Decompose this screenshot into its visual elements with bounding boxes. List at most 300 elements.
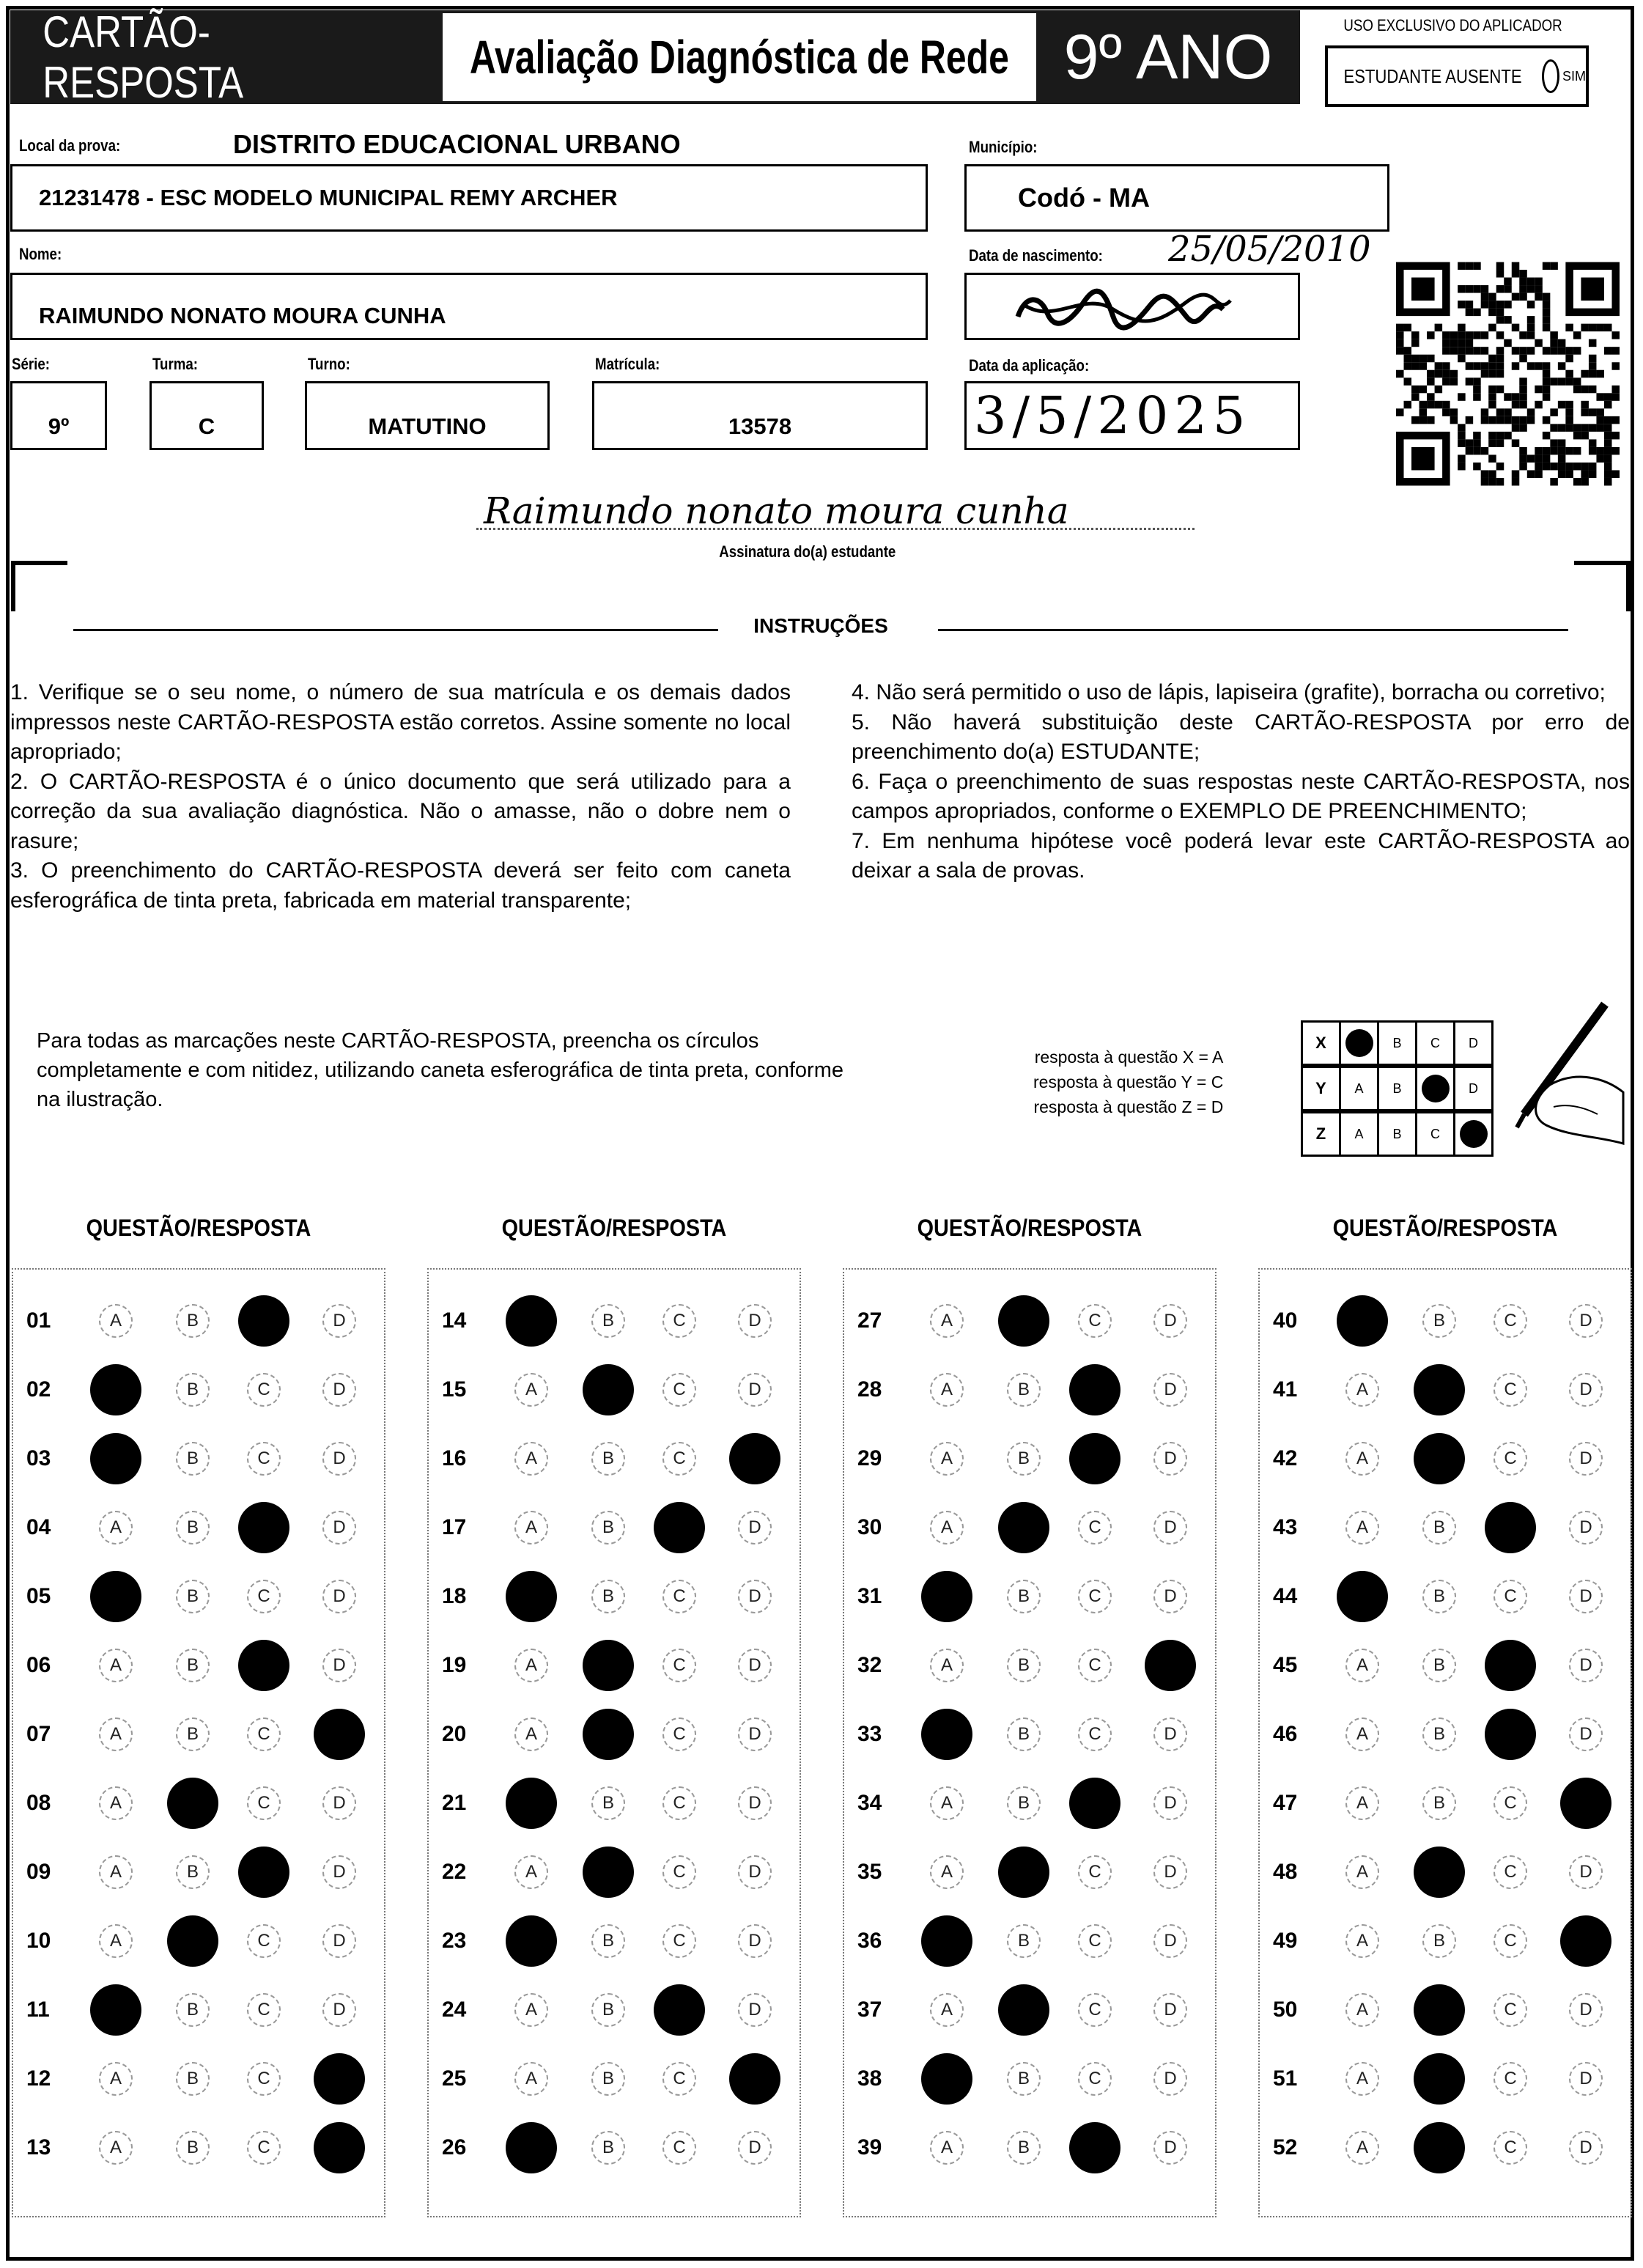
answer-bubble[interactable]: D — [322, 1649, 356, 1682]
question-number: 16 — [442, 1446, 467, 1470]
qr-finder-module — [1581, 278, 1604, 301]
answer-bubble[interactable]: C — [1494, 1442, 1527, 1476]
qr-module — [1573, 447, 1581, 455]
answer-bubble-filled[interactable] — [506, 1778, 557, 1829]
answer-bubble[interactable]: B — [591, 1442, 625, 1476]
answer-bubble[interactable]: A — [1345, 1511, 1379, 1544]
answer-bubble[interactable]: B — [1007, 1373, 1041, 1407]
answer-bubble-filled[interactable] — [583, 1847, 634, 1898]
answer-bubble-filled[interactable] — [921, 2053, 972, 2105]
answer-bubble[interactable]: B — [1007, 1786, 1041, 1820]
answer-bubble[interactable]: B — [591, 1511, 625, 1544]
answer-bubble-filled[interactable] — [1069, 1433, 1120, 1484]
answer-bubble[interactable]: D — [1569, 1993, 1603, 2027]
answer-bubble[interactable]: C — [247, 2131, 281, 2165]
answer-bubble[interactable]: D — [1153, 1855, 1187, 1889]
answer-bubble[interactable]: B — [176, 2131, 210, 2165]
answer-bubble[interactable]: D — [1569, 2131, 1603, 2165]
qr-module — [1543, 362, 1551, 370]
qr-module — [1488, 478, 1496, 486]
answer-bubble-filled[interactable] — [1069, 1364, 1120, 1415]
answer-bubble[interactable]: C — [662, 1924, 696, 1958]
answer-bubble[interactable]: A — [514, 1649, 548, 1682]
answer-bubble-filled[interactable] — [1069, 1778, 1120, 1829]
answer-bubble[interactable]: D — [738, 1304, 772, 1338]
aplicacao-handwritten: 3/5/2025 — [974, 386, 1252, 446]
answer-bubble[interactable]: C — [1494, 2062, 1527, 2096]
answer-bubble[interactable]: D — [322, 1924, 356, 1958]
answer-bubble[interactable]: B — [591, 1786, 625, 1820]
answer-row — [429, 1981, 800, 2039]
answer-bubble[interactable]: A — [99, 1855, 133, 1889]
answer-bubble-filled[interactable] — [998, 1295, 1049, 1347]
answer-bubble[interactable]: D — [1569, 1304, 1603, 1338]
answer-bubble[interactable]: D — [1569, 1649, 1603, 1682]
answer-bubble-filled[interactable] — [998, 1502, 1049, 1553]
answer-bubble[interactable]: D — [738, 1649, 772, 1682]
qr-module — [1519, 424, 1527, 432]
answer-bubble[interactable]: B — [176, 1442, 210, 1476]
answer-bubble-filled[interactable] — [1337, 1571, 1388, 1622]
answer-bubble[interactable]: B — [176, 1855, 210, 1889]
qr-module — [1543, 432, 1551, 440]
answer-bubble[interactable]: A — [99, 1304, 133, 1338]
answer-bubble[interactable]: A — [930, 1304, 964, 1338]
qr-module — [1488, 454, 1496, 463]
qr-module — [1604, 416, 1612, 424]
question-number: 34 — [857, 1791, 882, 1815]
answer-bubble[interactable]: B — [176, 1717, 210, 1751]
answer-bubble[interactable]: D — [738, 1924, 772, 1958]
answer-bubble[interactable]: D — [1569, 1442, 1603, 1476]
qr-module — [1442, 370, 1450, 378]
answer-bubble[interactable]: B — [176, 1580, 210, 1613]
grade-title: 9º ANO — [1063, 21, 1273, 92]
answer-bubble[interactable]: C — [662, 2062, 696, 2096]
answer-bubble[interactable]: D — [738, 1786, 772, 1820]
answer-bubble[interactable]: D — [738, 1855, 772, 1889]
answer-bubble[interactable]: B — [591, 1304, 625, 1338]
answer-bubble[interactable]: C — [247, 1993, 281, 2027]
answer-bubble[interactable]: A — [99, 1924, 133, 1958]
answer-bubble[interactable]: A — [1345, 2131, 1379, 2165]
answer-bubble[interactable]: A — [99, 1717, 133, 1751]
answer-bubble[interactable]: C — [662, 1855, 696, 1889]
qr-module — [1519, 347, 1527, 355]
answer-bubble[interactable]: D — [322, 1855, 356, 1889]
answer-column — [427, 1268, 801, 2217]
qr-module — [1473, 447, 1481, 455]
answer-bubble[interactable]: A — [514, 1717, 548, 1751]
answer-bubble[interactable]: D — [738, 1511, 772, 1544]
answer-row — [13, 1705, 384, 1764]
answer-bubble-filled[interactable] — [654, 1502, 705, 1553]
answer-bubble[interactable]: C — [1494, 1580, 1527, 1613]
qr-finder-module — [1411, 278, 1435, 301]
answer-bubble[interactable]: B — [1007, 1717, 1041, 1751]
answer-bubble[interactable]: C — [662, 1373, 696, 1407]
qr-module — [1558, 339, 1566, 347]
answer-bubble-filled[interactable] — [1337, 1295, 1388, 1347]
answer-bubble-filled[interactable] — [314, 2122, 365, 2173]
answer-bubble-filled[interactable] — [921, 1915, 972, 1967]
answer-bubble[interactable]: D — [322, 1511, 356, 1544]
answer-bubble-filled[interactable] — [506, 1571, 557, 1622]
qr-module — [1519, 355, 1527, 363]
answer-bubble[interactable]: B — [1007, 2131, 1041, 2165]
answer-bubble[interactable]: A — [514, 1993, 548, 2027]
answer-bubble-filled[interactable] — [998, 1847, 1049, 1898]
answer-bubble[interactable]: D — [738, 1580, 772, 1613]
answer-bubble[interactable]: B — [591, 2062, 625, 2096]
answer-row — [13, 1774, 384, 1833]
answer-bubble[interactable]: B — [176, 1649, 210, 1682]
qr-module — [1604, 347, 1612, 355]
answer-bubble[interactable]: A — [930, 1786, 964, 1820]
answer-bubble[interactable]: D — [322, 1993, 356, 2027]
qr-module — [1550, 262, 1558, 270]
answer-bubble[interactable]: C — [1078, 1993, 1112, 2027]
answer-bubble[interactable]: C — [1494, 1786, 1527, 1820]
answer-bubble[interactable]: A — [99, 1649, 133, 1682]
qr-module — [1596, 454, 1604, 463]
answer-bubble[interactable]: A — [1345, 1649, 1379, 1682]
answer-bubble[interactable]: C — [1494, 1304, 1527, 1338]
answer-bubble[interactable]: D — [1569, 1717, 1603, 1751]
answer-bubble[interactable]: D — [1153, 2131, 1187, 2165]
qr-module — [1481, 408, 1489, 416]
answer-bubble[interactable]: A — [930, 1373, 964, 1407]
answer-bubble[interactable]: D — [1153, 1717, 1187, 1751]
answer-bubble[interactable]: C — [1078, 1304, 1112, 1338]
qr-module — [1488, 355, 1496, 363]
qr-module — [1535, 339, 1543, 347]
answer-bubble[interactable]: B — [591, 1993, 625, 2027]
answer-bubble-filled[interactable] — [1485, 1640, 1536, 1691]
answer-bubble-filled[interactable] — [1414, 1847, 1465, 1898]
qr-module — [1589, 362, 1597, 370]
example-line: resposta à questão Z = D — [1033, 1097, 1224, 1116]
answer-bubble[interactable]: D — [1153, 1580, 1187, 1613]
qr-module — [1573, 478, 1581, 486]
answer-bubble[interactable]: D — [1569, 1580, 1603, 1613]
qr-module — [1466, 439, 1474, 447]
answer-bubble[interactable]: D — [1569, 1373, 1603, 1407]
answer-bubble[interactable]: C — [662, 1580, 696, 1613]
answer-bubble[interactable]: C — [1494, 1373, 1527, 1407]
answer-bubble-filled[interactable] — [1414, 2053, 1465, 2105]
answer-bubble[interactable]: C — [1078, 1649, 1112, 1682]
answer-bubble-filled[interactable] — [1485, 1709, 1536, 1760]
qr-module — [1488, 370, 1496, 378]
answer-bubble[interactable]: C — [662, 1786, 696, 1820]
answer-bubble[interactable]: D — [322, 1580, 356, 1613]
answer-bubble[interactable]: D — [1569, 1855, 1603, 1889]
answer-bubble[interactable]: A — [930, 1511, 964, 1544]
answer-bubble[interactable]: A — [99, 1511, 133, 1544]
qr-module — [1473, 285, 1481, 293]
answer-bubble[interactable]: D — [322, 1442, 356, 1476]
corner-mark-left — [10, 560, 69, 611]
answer-bubble[interactable]: A — [1345, 2062, 1379, 2096]
answer-bubble-filled[interactable] — [238, 1502, 289, 1553]
answer-column — [1258, 1268, 1632, 2217]
qr-module — [1527, 301, 1535, 309]
example-row — [1303, 1113, 1494, 1159]
answer-bubble[interactable]: A — [514, 1442, 548, 1476]
answer-bubble[interactable]: D — [1569, 2062, 1603, 2096]
answer-bubble-filled[interactable] — [1145, 1640, 1196, 1691]
qr-module — [1565, 378, 1573, 386]
answer-bubble-filled[interactable] — [90, 1984, 141, 2036]
answer-bubble[interactable]: A — [514, 1373, 548, 1407]
answer-bubble-filled[interactable] — [90, 1571, 141, 1622]
qr-module — [1466, 447, 1474, 455]
question-number: 31 — [857, 1584, 882, 1608]
answer-bubble-filled[interactable] — [1485, 1502, 1536, 1553]
answer-bubble[interactable]: A — [1345, 1373, 1379, 1407]
answer-bubble[interactable]: D — [1153, 2062, 1187, 2096]
nome-label: Nome: — [19, 245, 62, 263]
qr-module — [1435, 362, 1443, 370]
serie-value: 9º — [48, 413, 70, 439]
answer-bubble-filled[interactable] — [654, 1984, 705, 2036]
qr-module — [1411, 355, 1419, 363]
answer-bubble-filled[interactable] — [729, 1433, 780, 1484]
answer-bubble[interactable]: B — [1007, 1580, 1041, 1613]
answer-bubble[interactable]: C — [1078, 1924, 1112, 1958]
answer-bubble[interactable]: A — [1345, 1924, 1379, 1958]
answer-bubble-filled[interactable] — [1414, 2122, 1465, 2173]
answer-bubble[interactable]: B — [591, 1924, 625, 1958]
question-number: 04 — [26, 1515, 51, 1539]
question-number: 49 — [1273, 1929, 1298, 1953]
answer-bubble[interactable]: C — [247, 1580, 281, 1613]
answer-bubble-filled[interactable] — [506, 1295, 557, 1347]
answer-bubble[interactable]: D — [738, 2131, 772, 2165]
answer-bubble[interactable]: D — [1153, 1304, 1187, 1338]
example-row — [1303, 1023, 1494, 1068]
answer-bubble[interactable]: B — [176, 1373, 210, 1407]
qr-module — [1611, 470, 1620, 478]
answer-bubble[interactable]: C — [1078, 1717, 1112, 1751]
answer-bubble-filled[interactable] — [921, 1571, 972, 1622]
qr-module — [1589, 470, 1597, 478]
qr-module — [1604, 439, 1612, 447]
qr-module — [1611, 416, 1620, 424]
answer-row — [13, 1429, 384, 1488]
answer-row — [844, 1429, 1215, 1488]
answer-bubble[interactable]: A — [1345, 1786, 1379, 1820]
answer-bubble-filled[interactable] — [1069, 2122, 1120, 2173]
answer-bubble-filled[interactable] — [90, 1433, 141, 1484]
answer-bubble[interactable]: B — [1422, 1511, 1456, 1544]
answer-bubble[interactable]: D — [322, 1786, 356, 1820]
answer-bubble[interactable]: C — [247, 1373, 281, 1407]
qr-module — [1527, 362, 1535, 370]
answer-bubble[interactable]: B — [176, 1993, 210, 2027]
answer-bubble[interactable]: B — [176, 2062, 210, 2096]
answer-bubble[interactable]: A — [930, 1649, 964, 1682]
answer-bubble-filled[interactable] — [238, 1640, 289, 1691]
answer-bubble[interactable]: D — [1153, 1373, 1187, 1407]
answer-row — [1260, 1361, 1631, 1419]
qr-module — [1596, 408, 1604, 416]
answer-bubble-filled[interactable] — [583, 1364, 634, 1415]
qr-module — [1481, 347, 1489, 355]
qr-module — [1611, 347, 1620, 355]
answer-bubble-filled[interactable] — [1414, 1364, 1465, 1415]
answer-bubble[interactable]: B — [1007, 2062, 1041, 2096]
corner-mark-right — [1573, 560, 1631, 611]
answer-bubble[interactable]: C — [662, 2131, 696, 2165]
answer-bubble[interactable]: B — [176, 1304, 210, 1338]
answer-bubble[interactable]: A — [514, 2062, 548, 2096]
answer-bubble[interactable]: B — [1422, 1786, 1456, 1820]
qr-module — [1466, 347, 1474, 355]
answer-bubble-filled[interactable] — [1560, 1778, 1611, 1829]
qr-module — [1543, 386, 1551, 394]
answer-bubble[interactable]: A — [1345, 1855, 1379, 1889]
qr-module — [1519, 463, 1527, 471]
answer-bubble[interactable]: D — [1153, 1993, 1187, 2027]
answer-bubble[interactable]: D — [738, 1373, 772, 1407]
answer-bubble[interactable]: D — [738, 1993, 772, 2027]
answer-bubble-filled[interactable] — [314, 2053, 365, 2105]
nascimento-handwritten: 25/05/2010 — [1168, 229, 1371, 270]
answer-bubble[interactable]: D — [1153, 1786, 1187, 1820]
qr-module — [1604, 478, 1612, 486]
nascimento-scribble — [967, 273, 1298, 340]
answer-bubble[interactable]: B — [1007, 1442, 1041, 1476]
qr-module — [1481, 478, 1489, 486]
answer-bubble[interactable]: C — [1494, 1924, 1527, 1958]
example-filled-bubble — [1422, 1075, 1450, 1102]
answer-bubble[interactable]: C — [1494, 2131, 1527, 2165]
qr-module — [1458, 454, 1466, 463]
qr-module — [1473, 432, 1481, 440]
answer-bubble[interactable]: B — [176, 1511, 210, 1544]
answer-bubble[interactable]: A — [99, 2131, 133, 2165]
qr-module — [1589, 463, 1597, 471]
answer-bubble-filled[interactable] — [583, 1709, 634, 1760]
qr-module — [1550, 447, 1558, 455]
answer-bubble-filled[interactable] — [167, 1915, 218, 1967]
answer-bubble-filled[interactable] — [506, 2122, 557, 2173]
qr-module — [1458, 347, 1466, 355]
example-line: resposta à questão Y = C — [1033, 1072, 1224, 1091]
answer-bubble-filled[interactable] — [1414, 1433, 1465, 1484]
answer-bubble[interactable]: A — [99, 2062, 133, 2096]
answer-bubble[interactable]: A — [930, 2131, 964, 2165]
qr-module — [1473, 393, 1481, 401]
qr-module — [1512, 416, 1520, 424]
answer-bubble-filled[interactable] — [238, 1847, 289, 1898]
answer-bubble[interactable]: C — [247, 2062, 281, 2096]
answer-bubble[interactable]: A — [930, 1855, 964, 1889]
qr-module — [1450, 378, 1458, 386]
answer-bubble-filled[interactable] — [506, 1915, 557, 1967]
question-number: 38 — [857, 2066, 882, 2091]
answer-bubble-filled[interactable] — [729, 2053, 780, 2105]
answer-bubble[interactable]: A — [1345, 1993, 1379, 2027]
answer-bubble[interactable]: A — [99, 1786, 133, 1820]
nascimento-box — [964, 273, 1300, 340]
answer-bubble[interactable]: A — [1345, 1717, 1379, 1751]
answer-bubble-filled[interactable] — [921, 1709, 972, 1760]
answer-bubble[interactable]: C — [1494, 1855, 1527, 1889]
answer-bubble[interactable]: A — [514, 1855, 548, 1889]
exam-title-box — [443, 13, 1036, 101]
answer-bubble[interactable]: D — [322, 1304, 356, 1338]
answer-bubble[interactable]: C — [1078, 1580, 1112, 1613]
answer-bubble[interactable]: B — [1007, 1924, 1041, 1958]
answer-row — [844, 1636, 1215, 1695]
answer-bubble[interactable]: C — [247, 1924, 281, 1958]
answer-bubble[interactable]: B — [1422, 1304, 1456, 1338]
answer-bubble[interactable]: B — [1422, 1717, 1456, 1751]
answer-bubble-filled[interactable] — [238, 1295, 289, 1347]
answer-bubble-filled[interactable] — [1414, 1984, 1465, 2036]
instructions-header — [73, 614, 1568, 644]
qr-module — [1573, 463, 1581, 471]
answer-bubble[interactable]: C — [1078, 1855, 1112, 1889]
answer-bubble[interactable]: B — [1007, 1649, 1041, 1682]
answer-bubble-filled[interactable] — [1560, 1915, 1611, 1967]
answer-bubble-filled[interactable] — [90, 1364, 141, 1415]
answer-bubble-filled[interactable] — [167, 1778, 218, 1829]
answer-bubble-filled[interactable] — [314, 1709, 365, 1760]
question-number: 10 — [26, 1929, 51, 1953]
answer-bubble[interactable]: D — [738, 1717, 772, 1751]
answer-bubble[interactable]: A — [930, 1993, 964, 2027]
answer-column-title: QUESTÃO/RESPOSTA — [86, 1215, 311, 1241]
answer-bubble[interactable]: B — [1422, 1580, 1456, 1613]
absent-bubble[interactable] — [1542, 59, 1559, 93]
answer-bubble-filled[interactable] — [998, 1984, 1049, 2036]
answer-bubble[interactable]: D — [1153, 1442, 1187, 1476]
answer-bubble[interactable]: A — [514, 1511, 548, 1544]
answer-bubble[interactable]: C — [1494, 1993, 1527, 2027]
answer-bubble[interactable]: C — [247, 1786, 281, 1820]
qr-module — [1442, 347, 1450, 355]
example-question-label: Z — [1301, 1111, 1341, 1157]
answer-bubble[interactable]: C — [662, 1442, 696, 1476]
school-box — [10, 164, 928, 232]
answer-bubble[interactable]: A — [930, 1442, 964, 1476]
answer-bubble[interactable]: C — [247, 1717, 281, 1751]
qr-module — [1604, 401, 1612, 409]
answer-bubble[interactable]: D — [1153, 1924, 1187, 1958]
answer-bubble[interactable]: C — [662, 1717, 696, 1751]
answer-bubble[interactable]: D — [1569, 1511, 1603, 1544]
answer-bubble-filled[interactable] — [583, 1640, 634, 1691]
answer-bubble[interactable]: D — [322, 1373, 356, 1407]
answer-bubble[interactable]: B — [591, 2131, 625, 2165]
answer-bubble[interactable]: B — [591, 1580, 625, 1613]
example-option-cell — [1339, 1020, 1379, 1066]
answer-bubble[interactable]: C — [1078, 2062, 1112, 2096]
answer-bubble[interactable]: D — [1153, 1511, 1187, 1544]
answer-bubble[interactable]: C — [247, 1442, 281, 1476]
answer-bubble[interactable]: C — [662, 1649, 696, 1682]
answer-bubble[interactable]: C — [1078, 1511, 1112, 1544]
answer-bubble[interactable]: A — [1345, 1442, 1379, 1476]
answer-bubble[interactable]: B — [1422, 1649, 1456, 1682]
answer-bubble[interactable]: B — [1422, 1924, 1456, 1958]
answer-bubble[interactable]: C — [662, 1304, 696, 1338]
qr-module — [1527, 324, 1535, 332]
